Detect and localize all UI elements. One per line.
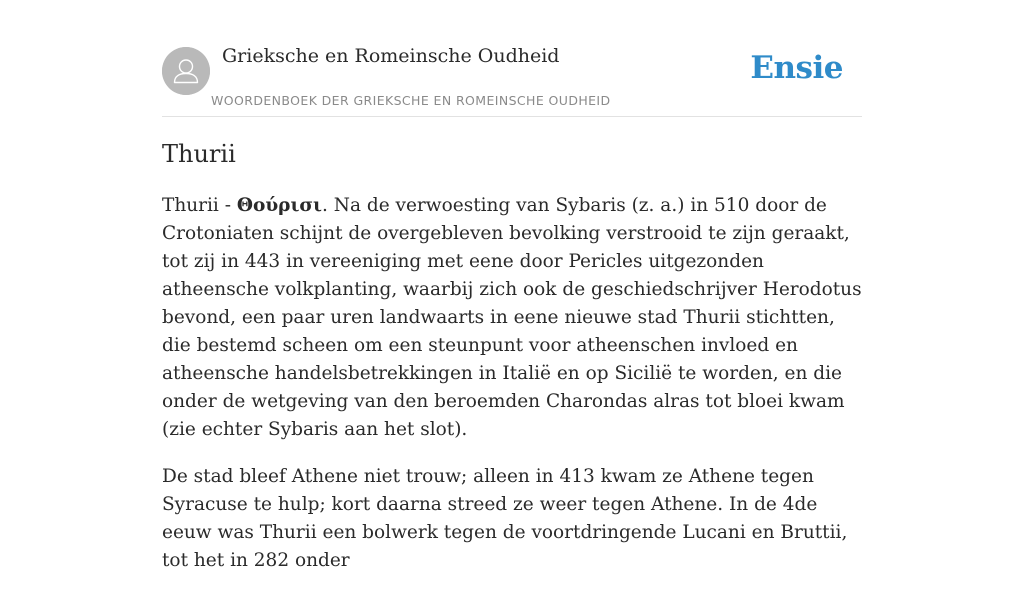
greek-term: Θούρισι: [236, 195, 322, 216]
entry-paragraph-1-text: . Na de verwoesting van Sybaris (z. a.) in 510 door de Crotoniaten schijnt de overgebleven bevolking verstrooid te zijn geraakt, tot zij in 443 in vereeniging met eene door Pericles uitgezonden atheensche volkplanting, waarbij zich ook de geschiedschrijver Herodotus bevond, een paar uren landwaarts in eene nieuwe stad Thurii stichtten, die bestemd scheen om een steunpunt voor atheenschen invloed en atheensche handelsbetrekkingen in Italië en op Sicilië te worden, en die onder de wetgeving van den beroemden Charondas alras tot bloei kwam (zie echter Sybaris aan het slot).: [162, 195, 862, 440]
entry-paragraph-2: De stad bleef Athene niet trouw; alleen in 413 kwam ze Athene tegen Syracuse te hulp; kort daarna streed ze weer tegen Athene. In de 4de eeuw was Thurii een bolwerk tegen de voortdringende Lucani en Bruttii, tot het in 282 onder: [162, 466, 848, 571]
page: [162, 0, 862, 571]
entry-lead: Thurii -: [162, 195, 237, 216]
entry-title: Thurii: [162, 140, 236, 168]
brand-logo[interactable]: Ensie: [750, 50, 843, 86]
site-title[interactable]: Grieksche en Romeinsche Oudheid: [222, 45, 560, 67]
entry-paragraph-1: [162, 192, 864, 444]
site-subtitle: WOORDENBOEK DER GRIEKSCHE EN ROMEINSCHE OUDHEID: [211, 93, 611, 108]
site-header: [162, 0, 862, 117]
entry-body: [162, 192, 864, 594]
user-icon[interactable]: [162, 47, 210, 95]
